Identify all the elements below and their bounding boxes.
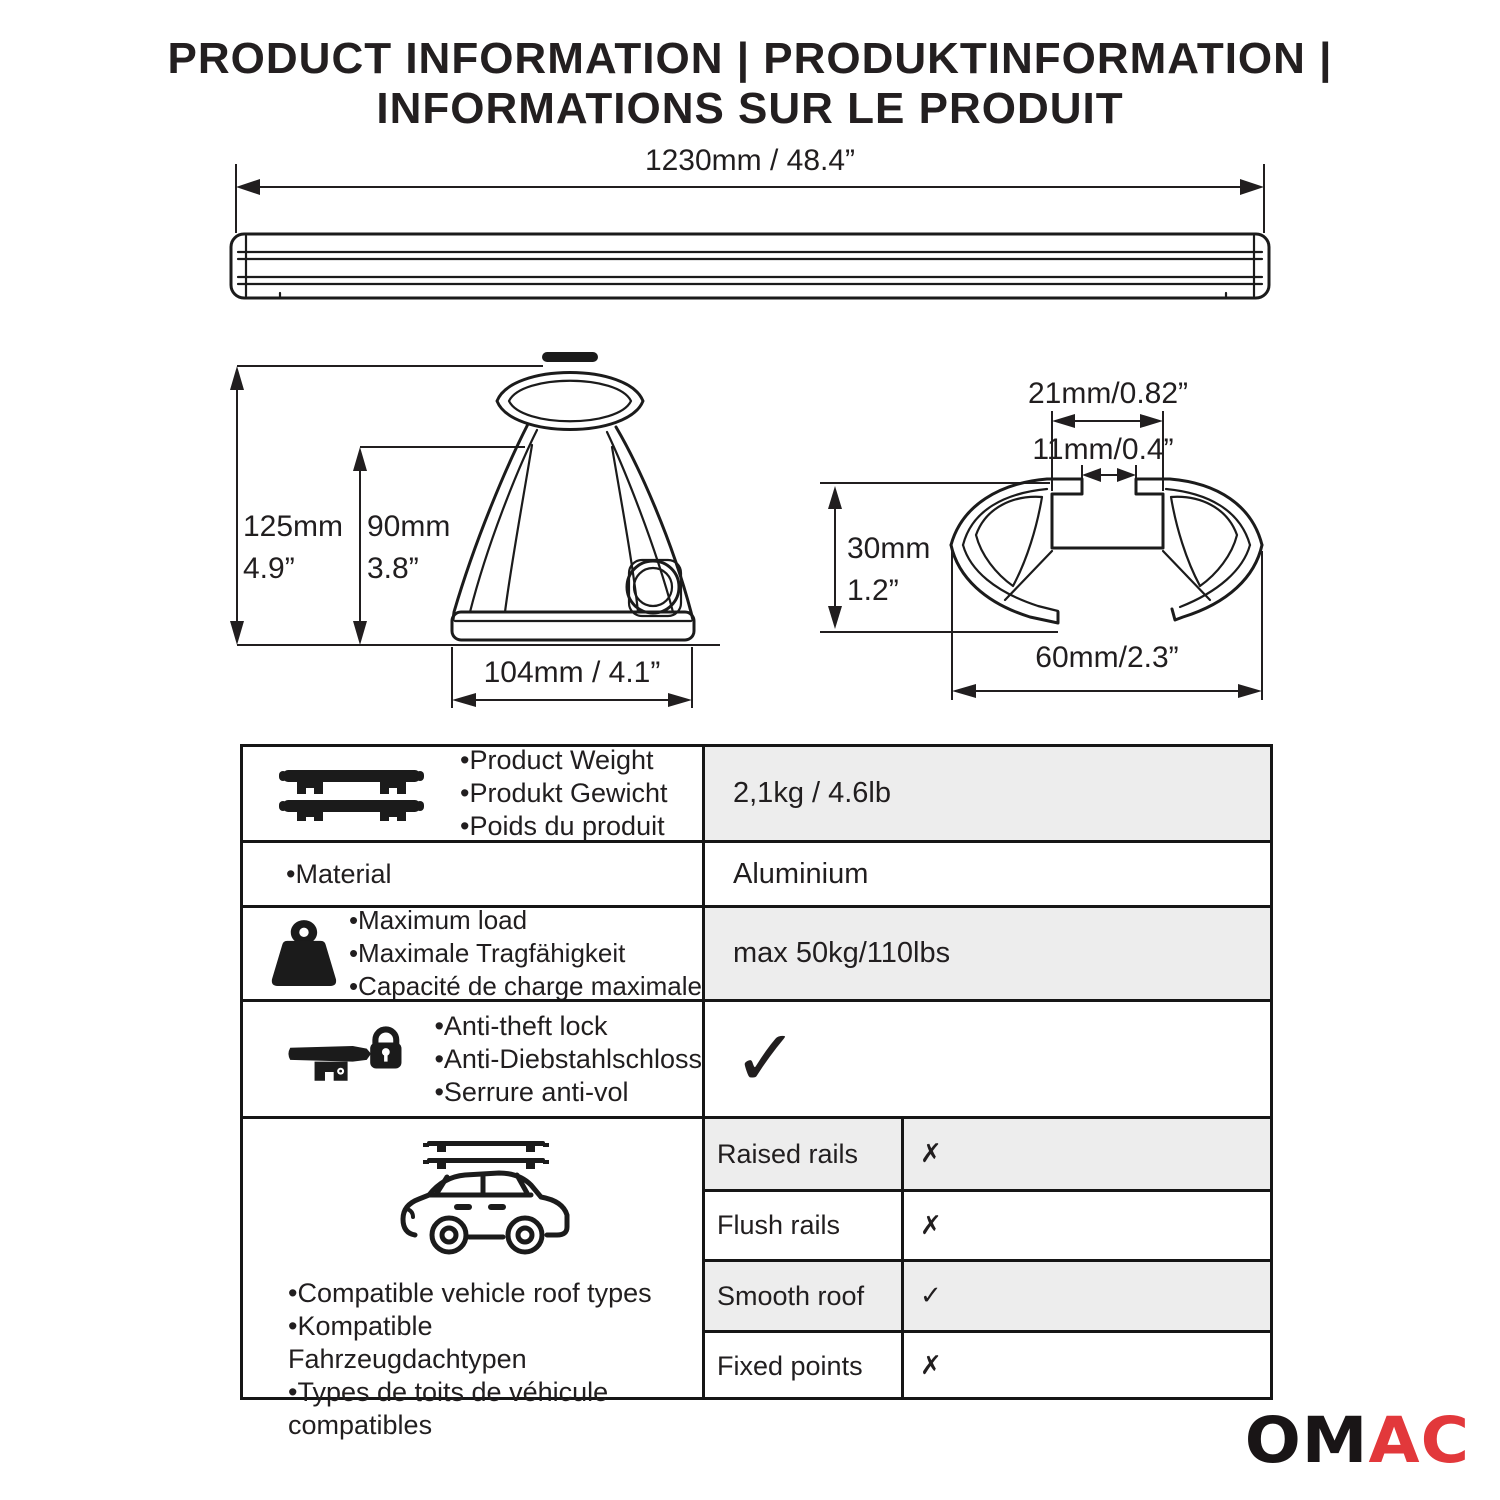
label-line: •Anti-Diebstahlschloss: [434, 1043, 702, 1074]
fixed-points-label: Fixed points: [705, 1333, 904, 1400]
slot-inner-label: 11mm/0.4”: [1032, 433, 1174, 466]
crossbars-icon: [279, 766, 424, 821]
label-line: •Anti-theft lock: [434, 1010, 608, 1041]
subrow-smooth-roof: [705, 1259, 1270, 1329]
fixed-points-value: ✗: [920, 1351, 942, 1382]
subrow-raised-rails: [705, 1119, 1270, 1189]
bar-section-drawing: [951, 479, 1262, 623]
foot-total-height-in: 4.9”: [243, 552, 295, 585]
label-line: •Maximum load: [348, 905, 528, 935]
material-value: Aluminium: [733, 857, 869, 890]
table-row-material: [243, 840, 1270, 905]
maximum-load-labels: [349, 904, 702, 1003]
label-line: •Kompatible Fahrzeugdachtypen: [288, 1311, 527, 1374]
foot-profile-diagram: [225, 350, 725, 725]
foot-body-height-in: 3.8”: [367, 552, 419, 585]
product-weight-label-cell: [243, 747, 705, 840]
maximum-load-label-cell: [243, 905, 705, 1001]
slot-outer-label: 21mm/0.82”: [1027, 377, 1189, 410]
smooth-roof-value: ✓: [920, 1281, 942, 1312]
label-line: •Maximale Tragfähigkeit: [348, 938, 626, 968]
crossbar-side-view: [231, 234, 1269, 298]
table-row-product-weight: [243, 747, 1270, 840]
crossbar-length-diagram: [228, 130, 1272, 308]
crossbar-length-label: 1230mm / 48.4”: [644, 144, 856, 177]
label-line: •Material: [286, 858, 392, 889]
omac-logo: [1245, 1404, 1470, 1478]
maximum-load-value: max 50kg/110lbs: [705, 908, 1270, 999]
label-line: •Compatible vehicle roof types: [288, 1278, 652, 1308]
foot-body-height-mm: 90mm: [367, 510, 451, 543]
anti-theft-labels: [434, 1010, 702, 1109]
anti-theft-value: [705, 1002, 1270, 1116]
subrow-fixed-points: [705, 1330, 1270, 1400]
table-row-roof-types: [243, 1116, 1270, 1440]
raised-rails-value: ✗: [920, 1139, 942, 1170]
omac-logo-black: OM: [1244, 1403, 1369, 1478]
table-row-anti-theft: [243, 999, 1270, 1116]
material-label-cell: [243, 843, 705, 905]
section-height-mm: 30mm: [847, 532, 931, 565]
section-width-label: 60mm/2.3”: [1035, 641, 1179, 674]
label-line: •Types de toits de véhicule compatibles: [288, 1377, 609, 1440]
flush-rails-value: ✗: [920, 1210, 942, 1241]
roof-types-labels: [288, 1277, 663, 1442]
roof-types-label-cell: [243, 1119, 705, 1440]
page-title: [0, 34, 1500, 134]
label-line: •Produkt Gewicht: [460, 778, 668, 808]
label-line: •Product Weight: [460, 745, 654, 775]
flush-rails-label: Flush rails: [705, 1192, 904, 1259]
anti-theft-label-cell: [243, 1002, 705, 1116]
label-line: •Serrure anti-vol: [434, 1076, 629, 1107]
foot-base-width-label: 104mm / 4.1”: [483, 656, 661, 689]
foot-total-height-mm: 125mm: [243, 510, 344, 543]
material-labels: [286, 858, 391, 891]
foot-drawing: [452, 352, 694, 640]
smooth-roof-label: Smooth roof: [705, 1262, 904, 1329]
label-line: •Capacité de charge maximale: [348, 971, 702, 1001]
table-row-maximum-load: [243, 905, 1270, 999]
label-line: •Poids du produit: [460, 811, 665, 841]
car-icon: [395, 1135, 575, 1260]
spec-table: [240, 744, 1273, 1440]
weight-icon: [271, 918, 337, 990]
roof-types-subtable: [705, 1119, 1270, 1400]
subrow-flush-rails: [705, 1189, 1270, 1259]
bar-cross-section-diagram: [800, 355, 1292, 715]
lock-icon: [285, 1020, 408, 1098]
section-height-in: 1.2”: [847, 574, 899, 607]
check-mark: ✓: [733, 1014, 799, 1104]
product-weight-value: 2,1kg / 4.6lb: [705, 747, 1270, 840]
product-weight-labels: [460, 744, 668, 843]
page-title-line2: INFORMATIONS SUR LE PRODUIT: [376, 84, 1124, 133]
page-title-line1: PRODUCT INFORMATION | PRODUKTINFORMATION |: [167, 34, 1333, 83]
omac-logo-red: AC: [1368, 1403, 1470, 1478]
car-icon-wrap: [395, 1135, 575, 1267]
raised-rails-label: Raised rails: [705, 1119, 904, 1189]
